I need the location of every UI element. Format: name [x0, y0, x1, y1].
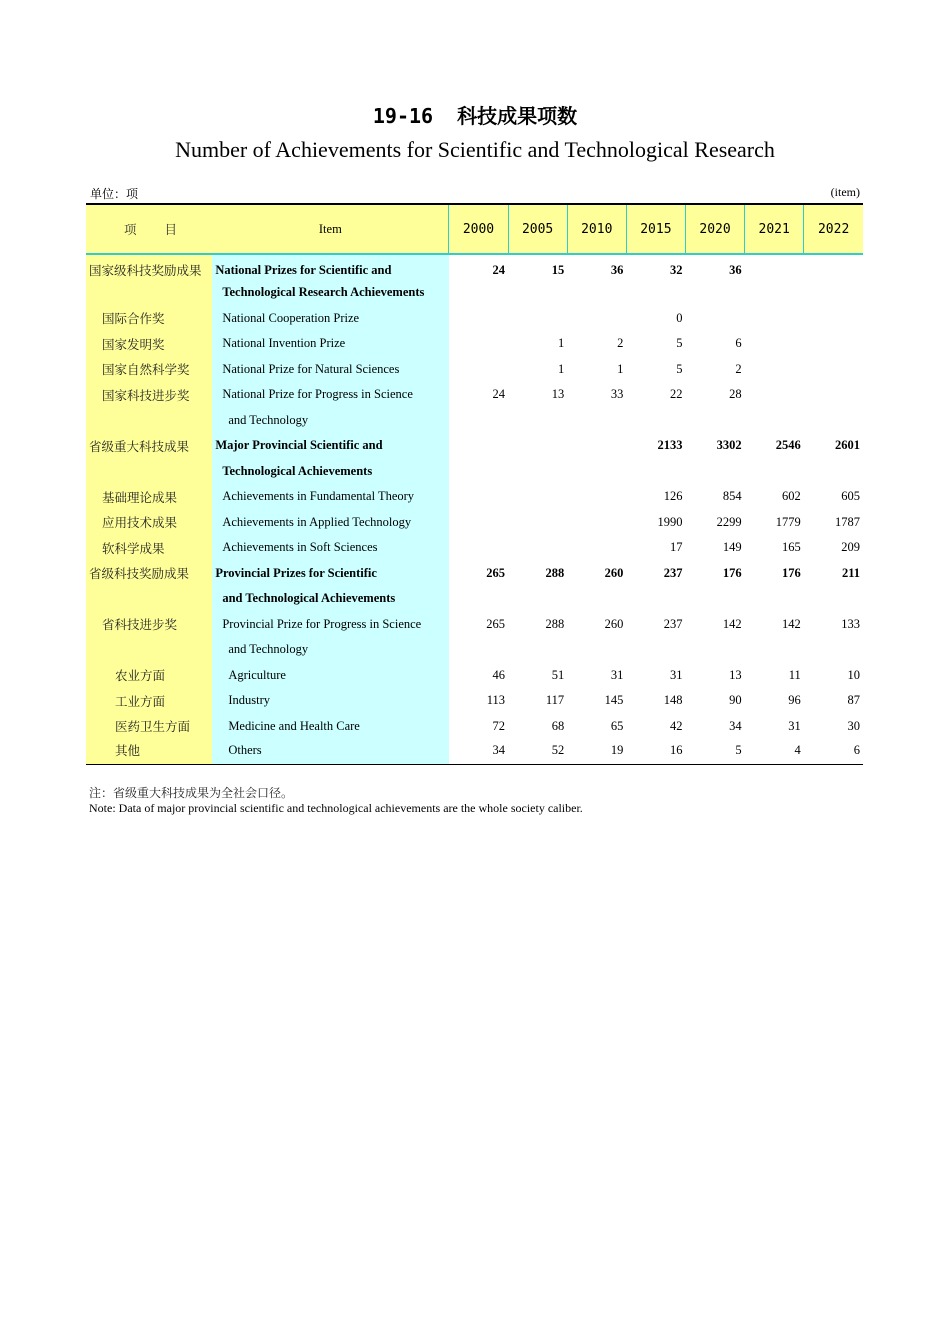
row-label-en: and Technology — [212, 637, 449, 663]
header-year: 2000 — [449, 204, 508, 254]
header-year: 2020 — [685, 204, 744, 254]
cell-value — [508, 306, 567, 332]
row-label-cn: 工业方面 — [86, 688, 212, 714]
row-label-cn: 省级科技奖励成果 — [86, 561, 212, 587]
unit-row — [88, 185, 860, 201]
cell-value: 28 — [729, 387, 742, 402]
cell-value: 6 — [735, 336, 742, 351]
row-label-cn: 省科技进步奖 — [86, 612, 212, 638]
table-row — [86, 357, 863, 383]
table-row — [86, 484, 863, 510]
cell-value — [804, 306, 863, 332]
row-label-en: Achievements in Soft Sciences — [212, 535, 449, 561]
cell-value: 24 — [492, 387, 506, 402]
row-label-en: Agriculture — [212, 663, 449, 689]
table-row — [86, 382, 863, 408]
cell-value — [685, 408, 744, 434]
cell-value — [449, 306, 508, 332]
cell-value: 31 — [788, 718, 801, 733]
cell-value — [449, 280, 508, 306]
cell-value: 34 — [729, 718, 742, 733]
cell-value: 17 — [669, 540, 683, 555]
cell-value: 46 — [492, 667, 506, 682]
row-label-cn: 省级重大科技成果 — [86, 433, 212, 459]
cell-value: 15 — [551, 262, 565, 277]
cell-value: 605 — [841, 489, 860, 504]
table-row — [86, 510, 863, 536]
cell-value — [508, 637, 567, 663]
cell-value — [449, 357, 508, 383]
cell-value — [685, 280, 744, 306]
title-cn-text: 科技成果项数 — [457, 104, 578, 128]
cell-value — [804, 254, 863, 280]
cell-value: 5 — [685, 739, 744, 765]
row-label-en: Provincial Prizes for Scientific — [212, 561, 449, 587]
cell-value: 36 — [729, 262, 742, 277]
cell-value — [804, 331, 863, 357]
row-label-cn — [86, 586, 212, 612]
cell-value: 11 — [788, 667, 801, 682]
cell-value: 4 — [745, 739, 804, 765]
cell-value: 90 — [729, 693, 742, 708]
cell-value — [745, 254, 804, 280]
row-label-en: Technological Research Achievements — [212, 280, 449, 306]
cell-value — [508, 535, 567, 561]
cell-value: 142 — [782, 616, 801, 631]
cell-value — [567, 586, 626, 612]
row-label-en: Others — [212, 739, 449, 765]
table-row — [86, 612, 863, 638]
header-item-en: Item — [212, 204, 449, 254]
cell-value: 2 — [735, 361, 742, 376]
cell-value — [508, 459, 567, 485]
table-number: 19-16 — [372, 104, 434, 128]
cell-value: 288 — [545, 565, 565, 580]
cell-value: 2601 — [835, 438, 860, 453]
cell-value: 1 — [557, 361, 565, 376]
cell-value: 145 — [604, 693, 624, 708]
cell-value: 149 — [722, 540, 742, 555]
row-label-cn — [86, 637, 212, 663]
cell-value: 6 — [804, 739, 863, 765]
table-row — [86, 535, 863, 561]
cell-value: 96 — [788, 693, 801, 708]
cell-value — [745, 637, 804, 663]
cell-value: 68 — [551, 718, 565, 733]
cell-value: 237 — [663, 616, 683, 631]
cell-value: 36 — [610, 262, 624, 277]
row-label-cn — [86, 280, 212, 306]
table-header-row — [86, 204, 863, 254]
cell-value: 1990 — [657, 514, 683, 529]
cell-value: 72 — [492, 718, 506, 733]
cell-value: 142 — [722, 616, 742, 631]
unit-label-en: (item) — [830, 185, 860, 199]
cell-value — [804, 408, 863, 434]
cell-value — [745, 280, 804, 306]
cell-value: 2 — [617, 336, 624, 351]
cell-value: 19 — [567, 739, 626, 765]
cell-value — [804, 459, 863, 485]
unit-label-cn: 单位：项 — [90, 187, 139, 201]
table-row — [86, 459, 863, 485]
table-row — [86, 663, 863, 689]
cell-value — [449, 459, 508, 485]
cell-value: 87 — [847, 693, 860, 708]
table-row — [86, 306, 863, 332]
cell-value: 0 — [676, 310, 683, 325]
row-label-cn: 国际合作奖 — [86, 306, 212, 332]
row-label-cn: 医药卫生方面 — [86, 714, 212, 740]
cell-value — [685, 586, 744, 612]
table-row — [86, 280, 863, 306]
cell-value: 260 — [604, 565, 624, 580]
cell-value: 2299 — [716, 514, 742, 529]
row-label-en: Medicine and Health Care — [212, 714, 449, 740]
cell-value: 602 — [782, 489, 801, 504]
table-row — [86, 714, 863, 740]
cell-value — [449, 586, 508, 612]
row-label-cn: 国家自然科学奖 — [86, 357, 212, 383]
cell-value — [449, 535, 508, 561]
cell-value — [804, 637, 863, 663]
cell-value: 16 — [626, 739, 685, 765]
header-item-cn-a: 项 — [124, 223, 137, 237]
cell-value — [745, 331, 804, 357]
cell-value — [685, 306, 744, 332]
cell-value: 52 — [508, 739, 567, 765]
row-label-cn: 国家级科技奖励成果 — [86, 254, 212, 280]
cell-value — [745, 459, 804, 485]
header-year: 2010 — [567, 204, 626, 254]
cell-value: 3302 — [716, 438, 742, 453]
row-label-en: Major Provincial Scientific and — [212, 433, 449, 459]
row-label-cn — [86, 408, 212, 434]
header-year: 2015 — [626, 204, 685, 254]
cell-value — [449, 331, 508, 357]
table-body — [86, 254, 863, 765]
cell-value — [626, 586, 685, 612]
cell-value — [567, 637, 626, 663]
row-label-cn: 软科学成果 — [86, 535, 212, 561]
cell-value: 30 — [847, 718, 860, 733]
cell-value — [745, 586, 804, 612]
cell-value: 13 — [729, 667, 742, 682]
cell-value — [685, 637, 744, 663]
cell-value: 24 — [492, 262, 506, 277]
cell-value: 5 — [676, 336, 683, 351]
cell-value: 133 — [841, 616, 860, 631]
table-row — [86, 739, 863, 765]
table-title-cn — [0, 100, 950, 129]
cell-value — [567, 408, 626, 434]
cell-value — [626, 280, 685, 306]
table-row — [86, 688, 863, 714]
table-title-en: Number of Achievements for Scientific and Technological Research — [175, 137, 775, 162]
cell-value — [567, 280, 626, 306]
cell-value — [804, 280, 863, 306]
table-row — [86, 586, 863, 612]
row-label-en: National Prize for Natural Sciences — [212, 357, 449, 383]
table-row — [86, 331, 863, 357]
cell-value — [508, 433, 567, 459]
cell-value: 126 — [663, 489, 683, 504]
cell-value — [745, 357, 804, 383]
row-label-cn — [86, 459, 212, 485]
cell-value — [449, 484, 508, 510]
cell-value: 2133 — [657, 438, 683, 453]
cell-value: 1787 — [835, 514, 860, 529]
cell-value — [567, 433, 626, 459]
cell-value — [745, 306, 804, 332]
row-label-en: Industry — [212, 688, 449, 714]
cell-value — [745, 408, 804, 434]
header-item-cn-b: 目 — [164, 223, 178, 237]
cell-value: 31 — [610, 667, 624, 682]
cell-value: 22 — [669, 387, 683, 402]
row-label-cn: 其他 — [86, 739, 212, 765]
table-row — [86, 561, 863, 587]
row-label-en: and Technology — [212, 408, 449, 434]
table-row — [86, 254, 863, 280]
row-label-en: Technological Achievements — [212, 459, 449, 485]
cell-value — [626, 637, 685, 663]
cell-value — [449, 433, 508, 459]
row-label-en: and Technological Achievements — [212, 586, 449, 612]
table-row — [86, 433, 863, 459]
cell-value: 13 — [551, 387, 565, 402]
cell-value — [567, 535, 626, 561]
cell-value: 117 — [545, 693, 565, 708]
table-row — [86, 637, 863, 663]
row-label-en: Achievements in Applied Technology — [212, 510, 449, 536]
cell-value: 113 — [486, 693, 506, 708]
note-en: Note: Data of major provincial scientific and technological achievements are the whole society caliber. — [89, 801, 583, 815]
row-label-cn: 应用技术成果 — [86, 510, 212, 536]
achievements-table — [86, 203, 863, 765]
row-label-en: National Prizes for Scientific and — [212, 254, 449, 280]
header-year: 2005 — [508, 204, 567, 254]
row-label-cn: 基础理论成果 — [86, 484, 212, 510]
cell-value: 34 — [449, 739, 508, 765]
cell-value: 51 — [551, 667, 565, 682]
header-year: 2021 — [745, 204, 804, 254]
row-label-cn: 国家发明奖 — [86, 331, 212, 357]
cell-value: 211 — [841, 565, 860, 580]
cell-value: 1 — [617, 361, 624, 376]
cell-value: 65 — [610, 718, 624, 733]
cell-value — [745, 382, 804, 408]
cell-value: 165 — [782, 540, 801, 555]
row-label-cn: 农业方面 — [86, 663, 212, 689]
cell-value — [449, 637, 508, 663]
cell-value: 854 — [722, 489, 742, 504]
row-label-en: Provincial Prize for Progress in Science — [212, 612, 449, 638]
header-year: 2022 — [804, 204, 863, 254]
cell-value — [508, 586, 567, 612]
cell-value — [567, 510, 626, 536]
cell-value: 2546 — [775, 438, 801, 453]
table-row — [86, 408, 863, 434]
cell-value — [508, 280, 567, 306]
cell-value — [508, 510, 567, 536]
cell-value: 176 — [722, 565, 742, 580]
cell-value: 237 — [663, 565, 683, 580]
cell-value: 176 — [782, 565, 801, 580]
cell-value: 1 — [557, 336, 565, 351]
cell-value: 32 — [669, 262, 683, 277]
cell-value — [567, 306, 626, 332]
cell-value: 1779 — [775, 514, 801, 529]
cell-value — [626, 408, 685, 434]
cell-value — [804, 382, 863, 408]
cell-value: 33 — [610, 387, 624, 402]
cell-value — [449, 408, 508, 434]
cell-value — [567, 484, 626, 510]
row-label-en: National Prize for Progress in Science — [212, 382, 449, 408]
cell-value — [567, 459, 626, 485]
cell-value — [685, 459, 744, 485]
cell-value: 5 — [676, 361, 683, 376]
cell-value — [508, 484, 567, 510]
cell-value: 42 — [669, 718, 683, 733]
row-label-cn: 国家科技进步奖 — [86, 382, 212, 408]
cell-value — [626, 459, 685, 485]
cell-value: 288 — [545, 616, 565, 631]
cell-value — [804, 357, 863, 383]
cell-value — [804, 586, 863, 612]
cell-value — [508, 408, 567, 434]
header-item-cn — [86, 204, 212, 254]
cell-value: 31 — [669, 667, 683, 682]
note-cn: 注：省级重大科技成果为全社会口径。 — [89, 786, 294, 800]
cell-value — [449, 510, 508, 536]
cell-value: 260 — [604, 616, 624, 631]
cell-value: 10 — [847, 667, 860, 682]
row-label-en: National Cooperation Prize — [212, 306, 449, 332]
cell-value: 209 — [841, 540, 860, 555]
cell-value: 265 — [486, 565, 506, 580]
row-label-en: Achievements in Fundamental Theory — [212, 484, 449, 510]
cell-value: 148 — [663, 693, 683, 708]
cell-value: 265 — [486, 616, 506, 631]
row-label-en: National Invention Prize — [212, 331, 449, 357]
